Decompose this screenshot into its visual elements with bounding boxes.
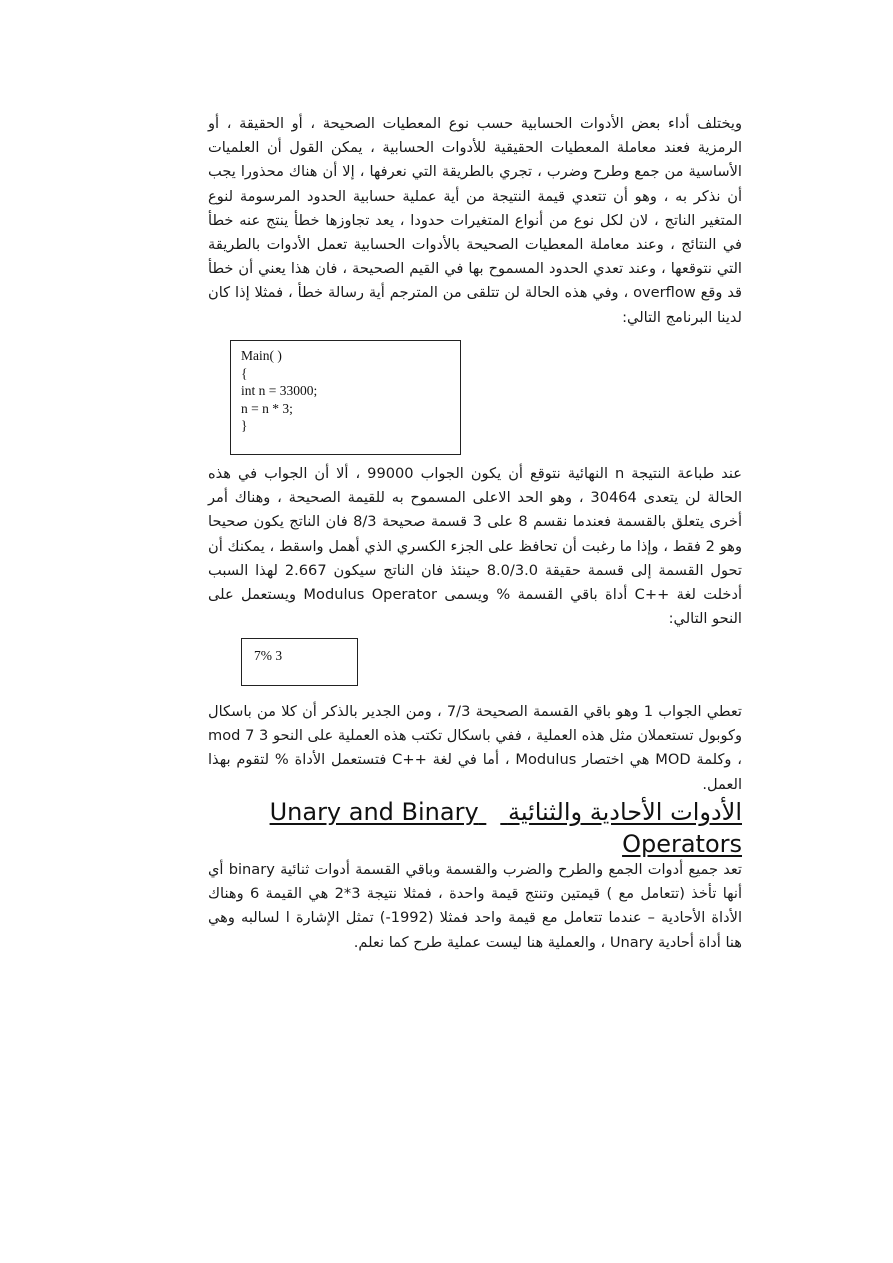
code-line: 7% 3 xyxy=(254,648,283,663)
code-line: { xyxy=(241,365,248,381)
code-line: } xyxy=(241,418,248,433)
paragraph-integer-limits: عند طباعة النتيجة n النهائية نتوقع أن يكون الجواب 99000 ، ألا أن الجواب في هذه الحالة لن يتعدى 30464 ، وهو الحد الاعلى المسموح به للقيمة الصحيحة ، وهناك أمر أخرى يتعلق بالقسمة فعندما نقسم 8 على 3 قسمة صحيحة 8/3 فان الناتج يكون صحيحا وهو 2 فقط ، وإذا ما رغبت أن تحافظ على الجزء الكسري الذي أهمل واسقط ، يمكنك أن تحول القسمة إلى قسمة حقيقة 8.0/3.0 حينئذ فان الناتج سيكون 2.667 لهذا السبب أدخلت لغة ++C أداة باقي القسمة % ويسمى Modulus Operator ويستعمل على النحو التالي: xyxy=(208,465,743,628)
code-line: Main( ) xyxy=(241,348,282,363)
paragraph-modulus-explanation: تعطي الجواب 1 وهو باقي القسمة الصحيحة 7/3 ، ومن الجدير بالذكر أن كلا من باسكال وكوبول تستعملان مثل هذه العملية ، ففي باسكال تكتب هذه العملية على النحو 3 mod 7 ، وكلمة MOD هي اختصار Modulus ، أما في لغة ++C فتستعمل الأداة % لتقوم بهذا العمل. xyxy=(208,703,742,793)
code-line: int n = 33000; xyxy=(241,383,318,398)
section-heading xyxy=(208,796,742,860)
code-block-modulus xyxy=(241,638,358,686)
paragraph-overflow-intro: ويختلف أداء بعض الأدوات الحسابية حسب نوع المعطيات الصحيحة ، أو الحقيقة ، أو الرمزية فعند معاملة المعطيات الحقيقية للأدوات الحسابية ، يمكن القول أن العلميات الأساسية من جمع وطرح وضرب ، تجري بالطريقة التي نعرفها ، إلا أن هناك محذورا يجب أن نذكر به ، وهو أن تتعدي قيمة النتيجة من أية عملية حسابية الحدود المرسومة لنوع المتغير الناتج ، لان لكل نوع من أنواع المتغيرات حدودا ، يعد تجاوزها خطأ ينتج عنه خطأ في النتائج ، وعند معاملة المعطيات الصحيحة بالأدوات الحسابية تعمل الأدوات بالطريقة التي نتوقعها ، وعند تعدي الحدود المسموح بها في القيم الصحيحة ، فان هذا يعني أن خطأ قد وقع overflow ، وفي هذه الحالة لن تتلقى من المترجم أية رسالة خطأ ، فمثلا إذا كان لدينا البرنامج التالي: xyxy=(208,115,742,326)
section-heading-arabic: الأدوات الأحادية والثنائية xyxy=(507,798,742,826)
paragraph-unary-binary: تعد جميع أدوات الجمع والطرح والضرب والقسمة وباقي القسمة أدوات ثنائية binary أي أنها تأخذ (تتعامل مع ) قيمتين وتنتج قيمة واحدة ، فمثلا نتيجة 3*2 هي القيمة 6 وهناك الأداة الأحادية – عندما تتعامل مع قيمة واحد فمثلا (1992-) تمثل الإشارة ا لسالبه وهي هنا أداة أحادية Unary ، والعملية هنا ليست عملية طرح كما نعلم. xyxy=(208,861,743,951)
code-block-main-program xyxy=(230,340,461,455)
section-heading-english: Unary and Binary Operators xyxy=(269,798,742,858)
code-line: n = n * 3; xyxy=(241,400,293,416)
